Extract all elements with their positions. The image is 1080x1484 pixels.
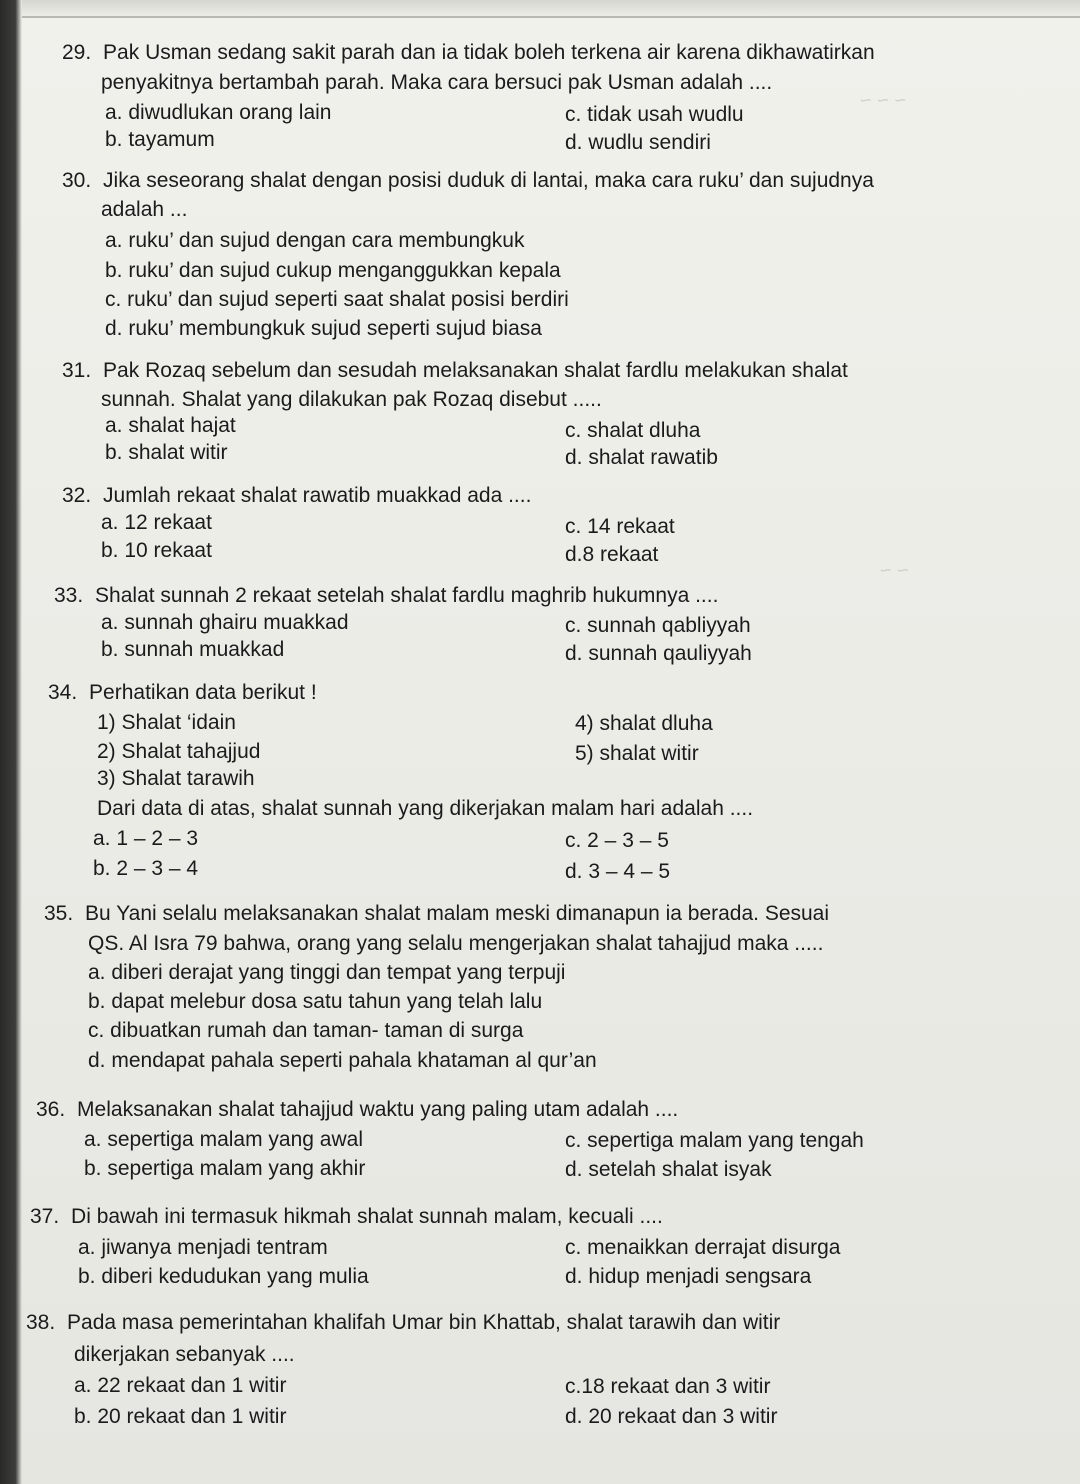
data-item-3: 3) Shalat tarawih xyxy=(97,767,255,790)
question-number: 31. xyxy=(62,359,92,382)
question-number: 38. xyxy=(26,1311,56,1334)
option-31a[interactable]: a. shalat hajat xyxy=(105,414,236,437)
question-number: 33. xyxy=(54,584,84,607)
data-item-5: 5) shalat witir xyxy=(575,742,699,765)
question-number: 29. xyxy=(62,41,92,64)
option-30c[interactable]: c. ruku’ dan sujud seperti saat shalat posisi berdiri xyxy=(105,288,569,311)
option-36b[interactable]: b. sepertiga malam yang akhir xyxy=(84,1157,366,1180)
option-33b[interactable]: b. sunnah muakkad xyxy=(101,638,285,661)
option-37b[interactable]: b. diberi kedudukan yang mulia xyxy=(78,1265,369,1288)
question-text: Pak Rozaq sebelum dan sesudah melaksanakan shalat fardlu melakukan shalat xyxy=(103,359,848,382)
option-38b[interactable]: b. 20 rekaat dan 1 witir xyxy=(74,1405,287,1428)
question-34-line1 xyxy=(48,678,317,707)
question-text: Bu Yani selalu melaksanakan shalat malam meski dimanapun ia berada. Sesuai xyxy=(85,902,830,925)
option-33a[interactable]: a. sunnah ghairu muakkad xyxy=(101,611,349,634)
question-35-line1 xyxy=(44,899,829,928)
option-29b[interactable]: b. tayamum xyxy=(105,128,215,151)
option-36c[interactable]: c. sepertiga malam yang tengah xyxy=(565,1129,864,1152)
option-30b[interactable]: b. ruku’ dan sujud cukup menganggukkan kepala xyxy=(105,259,561,282)
option-31b[interactable]: b. shalat witir xyxy=(105,441,228,464)
option-34a[interactable]: a. 1 – 2 – 3 xyxy=(93,827,199,850)
show-through-mark: ~ ~ xyxy=(880,560,909,582)
question-text: Perhatikan data berikut ! xyxy=(89,681,317,704)
option-37a[interactable]: a. jiwanya menjadi tentram xyxy=(78,1236,328,1259)
question-text: Pada masa pemerintahan khalifah Umar bin Khattab, shalat tarawih dan witir xyxy=(67,1311,781,1334)
option-29a[interactable]: a. diwudlukan orang lain xyxy=(105,101,332,124)
option-30a[interactable]: a. ruku’ dan sujud dengan cara membungkuk xyxy=(105,229,525,252)
question-31-line2: sunnah. Shalat yang dilakukan pak Rozaq disebut ..... xyxy=(101,388,602,411)
option-36d[interactable]: d. setelah shalat isyak xyxy=(565,1158,772,1181)
option-29c[interactable]: c. tidak usah wudlu xyxy=(565,103,744,126)
data-item-2: 2) Shalat tahajjud xyxy=(97,740,261,763)
question-number: 34. xyxy=(48,681,78,704)
option-38a[interactable]: a. 22 rekaat dan 1 witir xyxy=(74,1374,287,1397)
question-number: 35. xyxy=(44,902,74,925)
question-35-line2: QS. Al Isra 79 bahwa, orang yang selalu mengerjakan shalat tahajjud maka ..... xyxy=(88,932,824,955)
question-30-line1 xyxy=(62,166,874,195)
option-31d[interactable]: d. shalat rawatib xyxy=(565,446,718,469)
option-37d[interactable]: d. hidup menjadi sengsara xyxy=(565,1265,812,1288)
question-text: Shalat sunnah 2 rekaat setelah shalat fardlu maghrib hukumnya .... xyxy=(95,584,719,607)
option-38c[interactable]: c.18 rekaat dan 3 witir xyxy=(565,1375,771,1398)
option-32a[interactable]: a. 12 rekaat xyxy=(101,511,212,534)
question-34-line2: Dari data di atas, shalat sunnah yang dikerjakan malam hari adalah .... xyxy=(97,797,754,820)
question-text: Jumlah rekaat shalat rawatib muakkad ada .... xyxy=(103,484,532,507)
option-34c[interactable]: c. 2 – 3 – 5 xyxy=(565,829,669,852)
option-33d[interactable]: d. sunnah qauliyyah xyxy=(565,642,752,665)
option-34d[interactable]: d. 3 – 4 – 5 xyxy=(565,860,671,883)
question-32-line1 xyxy=(62,481,531,510)
option-37c[interactable]: c. menaikkan derrajat disurga xyxy=(565,1236,841,1259)
option-36a[interactable]: a. sepertiga malam yang awal xyxy=(84,1128,363,1151)
question-30-line2: adalah ... xyxy=(101,198,188,221)
option-32d[interactable]: d.8 rekaat xyxy=(565,543,659,566)
question-38-line2: dikerjakan sebanyak .... xyxy=(74,1343,295,1366)
question-31-line1 xyxy=(62,356,848,385)
question-36-line1 xyxy=(36,1095,678,1124)
show-through-mark: ~ ~ ~ xyxy=(860,90,907,112)
question-text: Jika seseorang shalat dengan posisi duduk di lantai, maka cara ruku’ dan sujudnya xyxy=(103,169,874,192)
option-33c[interactable]: c. sunnah qabliyyah xyxy=(565,614,751,637)
question-number: 32. xyxy=(62,484,92,507)
option-30d[interactable]: d. ruku’ membungkuk sujud seperti sujud biasa xyxy=(105,317,542,340)
option-29d[interactable]: d. wudlu sendiri xyxy=(565,131,711,154)
option-32b[interactable]: b. 10 rekaat xyxy=(101,539,212,562)
question-text: Di bawah ini termasuk hikmah shalat sunnah malam, kecuali .... xyxy=(71,1205,663,1228)
data-item-1: 1) Shalat ‘idain xyxy=(97,711,236,734)
option-35d[interactable]: d. mendapat pahala seperti pahala khataman al qur’an xyxy=(88,1049,597,1072)
question-29-line1 xyxy=(62,38,875,67)
option-34b[interactable]: b. 2 – 3 – 4 xyxy=(93,857,199,880)
option-35c[interactable]: c. dibuatkan rumah dan taman- taman di surga xyxy=(88,1019,524,1042)
question-number: 37. xyxy=(30,1205,60,1228)
option-35a[interactable]: a. diberi derajat yang tinggi dan tempat yang terpuji xyxy=(88,961,566,984)
option-31c[interactable]: c. shalat dluha xyxy=(565,419,701,442)
question-number: 30. xyxy=(62,169,92,192)
question-text: Pak Usman sedang sakit parah dan ia tidak boleh terkena air karena dikhawatirkan xyxy=(103,41,875,64)
option-38d[interactable]: d. 20 rekaat dan 3 witir xyxy=(565,1405,778,1428)
question-33-line1 xyxy=(54,581,718,610)
question-text: Melaksanakan shalat tahajjud waktu yang paling utam adalah .... xyxy=(77,1098,679,1121)
question-37-line1 xyxy=(30,1202,663,1231)
question-29-line2: penyakitnya bertambah parah. Maka cara bersuci pak Usman adalah .... xyxy=(101,71,773,94)
question-38-line1 xyxy=(26,1308,780,1337)
data-item-4: 4) shalat dluha xyxy=(575,712,713,735)
option-35b[interactable]: b. dapat melebur dosa satu tahun yang telah lalu xyxy=(88,990,543,1013)
question-number: 36. xyxy=(36,1098,66,1121)
option-32c[interactable]: c. 14 rekaat xyxy=(565,515,675,538)
